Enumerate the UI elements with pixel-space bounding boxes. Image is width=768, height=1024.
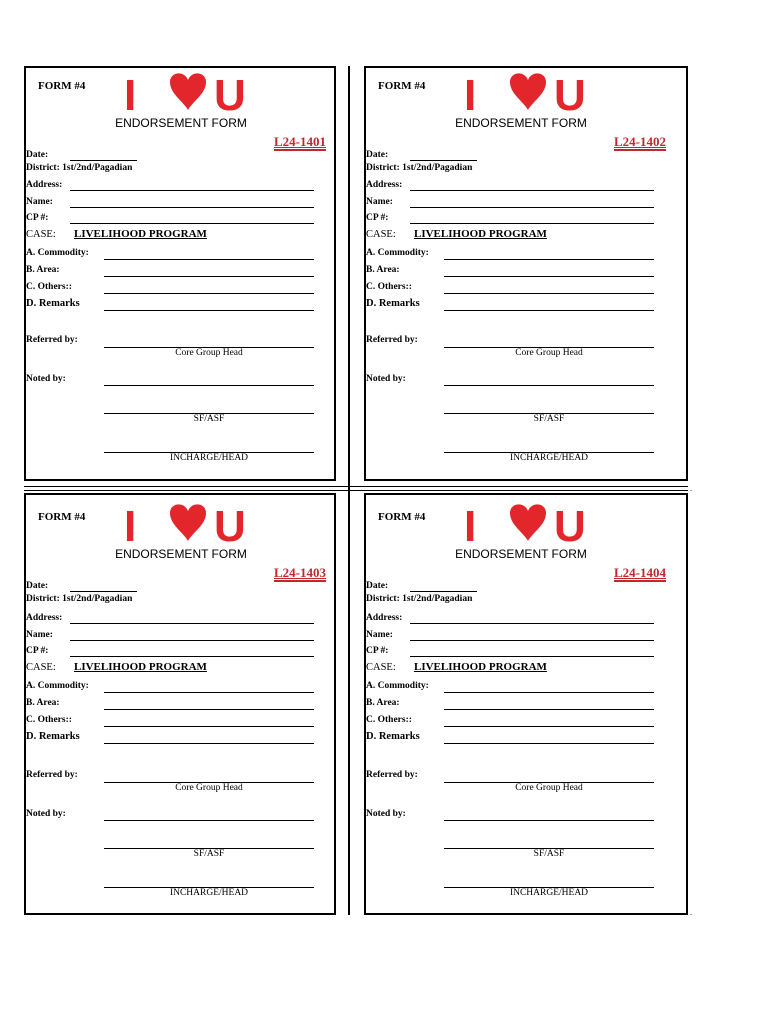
form-number-label: FORM #4 bbox=[38, 511, 86, 523]
dot-mark: . bbox=[690, 908, 692, 917]
name-field[interactable] bbox=[70, 207, 314, 208]
endorsement-form-1 bbox=[26, 68, 346, 488]
program-name: LIVELIHOOD PROGRAM bbox=[414, 661, 547, 673]
date-label: Date: bbox=[366, 581, 389, 591]
program-name: LIVELIHOOD PROGRAM bbox=[74, 661, 207, 673]
commodity-field[interactable] bbox=[104, 692, 314, 693]
others-label: C. Others:: bbox=[26, 715, 72, 725]
remarks-label: D. Remarks bbox=[366, 731, 420, 742]
i-love-u-logo bbox=[124, 70, 254, 116]
district-label: District: 1st/2nd/Pagadian bbox=[366, 594, 473, 604]
form-code: L24-1404 bbox=[614, 565, 666, 580]
commodity-label: A. Commodity: bbox=[366, 681, 429, 691]
date-label: Date: bbox=[366, 150, 389, 160]
heart-icon bbox=[170, 504, 206, 541]
cp-label: CP #: bbox=[26, 646, 49, 656]
logo-letter-u: U bbox=[554, 71, 586, 116]
others-field[interactable] bbox=[444, 293, 654, 294]
noted-by-field[interactable] bbox=[444, 385, 654, 386]
core-group-head-caption: Core Group Head bbox=[175, 783, 243, 793]
district-label: District: 1st/2nd/Pagadian bbox=[26, 594, 133, 604]
case-label: CASE: bbox=[26, 229, 56, 240]
referred-by-label: Referred by: bbox=[26, 770, 78, 780]
incharge-caption: INCHARGE/HEAD bbox=[509, 453, 589, 463]
cp-label: CP #: bbox=[366, 646, 389, 656]
heart-icon bbox=[510, 73, 546, 110]
address-label: Address: bbox=[366, 613, 403, 623]
case-label: CASE: bbox=[366, 662, 396, 673]
core-group-head-caption: Core Group Head bbox=[175, 348, 243, 358]
heart-icon bbox=[510, 504, 546, 541]
address-field[interactable] bbox=[70, 623, 314, 624]
cp-label: CP #: bbox=[26, 213, 49, 223]
sf-asf-caption: SF/ASF bbox=[533, 849, 565, 859]
name-label: Name: bbox=[26, 630, 53, 640]
program-name: LIVELIHOOD PROGRAM bbox=[414, 228, 547, 240]
heart-icon bbox=[170, 73, 206, 110]
noted-by-label: Noted by: bbox=[26, 809, 66, 819]
form-title: ENDORSEMENT FORM bbox=[115, 116, 247, 130]
others-label: C. Others:: bbox=[366, 715, 412, 725]
case-label: CASE: bbox=[26, 662, 56, 673]
district-label: District: 1st/2nd/Pagadian bbox=[26, 163, 133, 173]
noted-by-field[interactable] bbox=[104, 820, 314, 821]
logo-letter-u: U bbox=[554, 502, 586, 547]
referred-by-label: Referred by: bbox=[26, 335, 78, 345]
noted-by-label: Noted by: bbox=[26, 374, 66, 384]
noted-by-field[interactable] bbox=[104, 385, 314, 386]
form-number-label: FORM #4 bbox=[38, 80, 86, 92]
form-number-label: FORM #4 bbox=[378, 511, 426, 523]
commodity-label: A. Commodity: bbox=[366, 248, 429, 258]
date-field[interactable] bbox=[70, 160, 137, 161]
logo-letter-i: I bbox=[464, 502, 477, 547]
district-label: District: 1st/2nd/Pagadian bbox=[366, 163, 473, 173]
core-group-head-caption: Core Group Head bbox=[515, 348, 583, 358]
address-field[interactable] bbox=[410, 190, 654, 191]
incharge-caption: INCHARGE/HEAD bbox=[169, 453, 249, 463]
commodity-label: A. Commodity: bbox=[26, 248, 89, 258]
date-field[interactable] bbox=[70, 591, 137, 592]
middle-divider-2 bbox=[24, 490, 688, 491]
date-label: Date: bbox=[26, 581, 49, 591]
incharge-caption: INCHARGE/HEAD bbox=[169, 888, 249, 898]
i-love-u-logo bbox=[464, 70, 594, 116]
core-group-head-caption: Core Group Head bbox=[515, 783, 583, 793]
area-label: B. Area: bbox=[366, 698, 400, 708]
commodity-label: A. Commodity: bbox=[26, 681, 89, 691]
form-title: ENDORSEMENT FORM bbox=[455, 116, 587, 130]
remarks-label: D. Remarks bbox=[26, 298, 80, 309]
endorsement-form-3 bbox=[26, 499, 346, 919]
form-title: ENDORSEMENT FORM bbox=[115, 547, 247, 561]
form-number-label: FORM #4 bbox=[378, 80, 426, 92]
sf-asf-caption: SF/ASF bbox=[193, 414, 225, 424]
i-love-u-logo bbox=[124, 501, 254, 547]
cp-field[interactable] bbox=[70, 223, 314, 224]
case-label: CASE: bbox=[366, 229, 396, 240]
endorsement-form-2 bbox=[366, 68, 686, 488]
date-field[interactable] bbox=[410, 160, 477, 161]
area-field[interactable] bbox=[444, 709, 654, 710]
cp-field[interactable] bbox=[410, 223, 654, 224]
incharge-caption: INCHARGE/HEAD bbox=[509, 888, 589, 898]
others-label: C. Others:: bbox=[26, 282, 72, 292]
address-field[interactable] bbox=[70, 190, 314, 191]
address-label: Address: bbox=[26, 613, 63, 623]
program-name: LIVELIHOOD PROGRAM bbox=[74, 228, 207, 240]
cp-label: CP #: bbox=[366, 213, 389, 223]
sf-asf-caption: SF/ASF bbox=[193, 849, 225, 859]
name-label: Name: bbox=[366, 630, 393, 640]
name-label: Name: bbox=[26, 197, 53, 207]
others-field[interactable] bbox=[104, 726, 314, 727]
area-field[interactable] bbox=[104, 276, 314, 277]
area-label: B. Area: bbox=[26, 265, 60, 275]
logo-letter-u: U bbox=[214, 502, 246, 547]
name-field[interactable] bbox=[410, 207, 654, 208]
logo-letter-i: I bbox=[124, 502, 137, 547]
area-field[interactable] bbox=[104, 709, 314, 710]
cp-field[interactable] bbox=[70, 656, 314, 657]
referred-by-label: Referred by: bbox=[366, 770, 418, 780]
address-label: Address: bbox=[26, 180, 63, 190]
commodity-field[interactable] bbox=[444, 692, 654, 693]
remarks-field[interactable] bbox=[444, 310, 654, 311]
remarks-field[interactable] bbox=[444, 743, 654, 744]
name-label: Name: bbox=[366, 197, 393, 207]
remarks-field[interactable] bbox=[104, 743, 314, 744]
form-code: L24-1402 bbox=[614, 134, 666, 149]
referred-by-label: Referred by: bbox=[366, 335, 418, 345]
remarks-field[interactable] bbox=[104, 310, 314, 311]
i-love-u-logo bbox=[464, 501, 594, 547]
noted-by-label: Noted by: bbox=[366, 809, 406, 819]
noted-by-label: Noted by: bbox=[366, 374, 406, 384]
commodity-field[interactable] bbox=[104, 259, 314, 260]
address-label: Address: bbox=[366, 180, 403, 190]
area-field[interactable] bbox=[444, 276, 654, 277]
commodity-field[interactable] bbox=[444, 259, 654, 260]
remarks-label: D. Remarks bbox=[366, 298, 420, 309]
noted-by-field[interactable] bbox=[444, 820, 654, 821]
endorsement-form-4 bbox=[366, 499, 686, 919]
remarks-label: D. Remarks bbox=[26, 731, 80, 742]
address-field[interactable] bbox=[410, 623, 654, 624]
date-field[interactable] bbox=[410, 591, 477, 592]
sf-asf-caption: SF/ASF bbox=[533, 414, 565, 424]
others-field[interactable] bbox=[444, 726, 654, 727]
dot-mark: . bbox=[690, 484, 692, 493]
area-label: B. Area: bbox=[366, 265, 400, 275]
area-label: B. Area: bbox=[26, 698, 60, 708]
others-label: C. Others:: bbox=[366, 282, 412, 292]
form-code: L24-1401 bbox=[274, 134, 326, 149]
form-code: L24-1403 bbox=[274, 565, 326, 580]
name-field[interactable] bbox=[410, 640, 654, 641]
logo-letter-u: U bbox=[214, 71, 246, 116]
name-field[interactable] bbox=[70, 640, 314, 641]
cp-field[interactable] bbox=[410, 656, 654, 657]
date-label: Date: bbox=[26, 150, 49, 160]
others-field[interactable] bbox=[104, 293, 314, 294]
form-title: ENDORSEMENT FORM bbox=[455, 547, 587, 561]
logo-letter-i: I bbox=[124, 71, 137, 116]
logo-letter-i: I bbox=[464, 71, 477, 116]
